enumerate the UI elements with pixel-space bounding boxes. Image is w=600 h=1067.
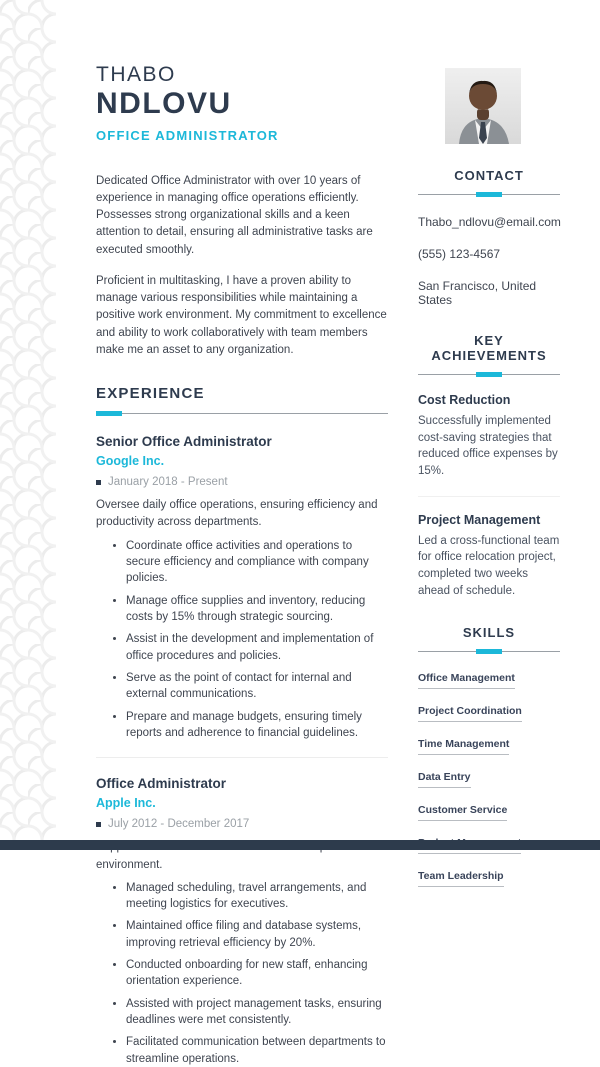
job-title: Office Administrator: [96, 776, 227, 792]
contact-heading: CONTACT: [454, 168, 524, 183]
skills-heading-rule: [418, 649, 560, 654]
portrait-avatar: [445, 68, 521, 144]
job-description: environment.: [96, 858, 163, 871]
experience-heading: EXPERIENCE: [96, 385, 205, 403]
bottom-accent-bar: [0, 840, 600, 850]
summary-paragraph-2: Proficient in multitasking, I have a proven ability to manage various responsibilities while maintaining a positive work environment. My commitment to excellence and ability to work collaboratively with team members make me an asset to any organization.: [96, 274, 387, 356]
job-bullet: • Conducted onboarding for new staff, enhancing orientation experience.: [126, 957, 388, 990]
rule-line: [96, 413, 388, 414]
job-entry-office-administrator: [96, 776, 388, 1067]
job-dates: July 2012 - December 2017: [108, 818, 250, 831]
experience-section: [96, 385, 388, 1067]
key-achievements-heading: KEY ACHIEVEMENTS: [431, 333, 547, 363]
first-name: THABO: [96, 63, 176, 86]
skills-heading: SKILLS: [462, 625, 516, 641]
decorative-pattern-strip: [0, 0, 56, 840]
job-title: Senior Office Administrator: [96, 434, 272, 450]
square-bullet-icon: [96, 480, 101, 485]
experience-heading-rule: [96, 411, 388, 416]
skill-item: Project Coordination: [418, 705, 522, 722]
job-bullet: • Facilitated communication between departments to streamline operations.: [126, 1034, 388, 1067]
contact-section: [418, 168, 560, 307]
job-bullet: • Prepare and manage budgets, ensuring timely reports and adherence to financial guidelines.: [126, 709, 388, 742]
job-dates: January 2018 - Present: [108, 476, 228, 489]
sidebar-column: [418, 168, 560, 925]
job-bullet: • Manage office supplies and inventory, reducing costs by 15% through strategic sourcing.: [126, 593, 388, 626]
company-name: Google Inc.: [96, 454, 165, 469]
job-divider: [96, 757, 388, 758]
square-bullet-icon: [96, 822, 101, 827]
job-bullet: • Serve as the point of contact for internal and external communications.: [126, 670, 388, 703]
rule-accent: [96, 411, 122, 416]
key-achievements-section: [418, 333, 560, 599]
job-bullet-list: [96, 880, 388, 1067]
achievement-text: Successfully implemented cost-saving strategies that reduced office expenses by 15%.: [418, 415, 558, 478]
job-bullet: • Assisted with project management tasks, ensuring deadlines were met consistently.: [126, 996, 388, 1029]
contact-heading-rule: [418, 192, 560, 197]
skill-item: Team Leadership: [418, 870, 504, 887]
rule-accent: [476, 372, 502, 377]
contact-location: San Francisco, United States: [418, 279, 537, 307]
achievement-title: Project Management: [418, 512, 541, 527]
rule-accent: [476, 192, 502, 197]
skill-item: Time Management: [418, 738, 509, 755]
summary-section: [96, 173, 388, 360]
header-job-title: OFFICE ADMINISTRATOR: [96, 127, 279, 143]
profile-photo: [445, 68, 521, 144]
date-row: [96, 818, 388, 830]
contact-phone: (555) 123-4567: [418, 247, 501, 261]
company-name: Apple Inc.: [96, 796, 156, 811]
skills-section: [418, 625, 560, 899]
contact-email: Thabo_ndlovu@email.com: [418, 215, 561, 229]
summary-paragraph-1: Dedicated Office Administrator with over 10 years of experience in managing office operations efficiently. Possesses strong organizational skills and a keen attention to detail, ensuring all administrative tasks are executed smoothly.: [96, 174, 373, 256]
last-name: NDLOVU: [96, 87, 232, 121]
job-bullet: • Maintained office filing and database systems, improving retrieval efficiency by 20%.: [126, 918, 388, 951]
main-column: [96, 62, 388, 1067]
job-description: Oversee daily office operations, ensuring efficiency and productivity across departments.: [96, 499, 378, 529]
job-entry-senior-office-administrator: [96, 434, 388, 741]
skill-item: Office Management: [418, 672, 515, 689]
achievement-title: Cost Reduction: [418, 393, 511, 407]
job-bullet-list: [96, 538, 388, 742]
job-bullet: • Coordinate office activities and operations to secure efficiency and compliance with company policies.: [126, 538, 388, 587]
achievement-item: [418, 513, 560, 600]
skills-list: [418, 668, 560, 899]
date-row: [96, 476, 388, 488]
job-bullet: • Assist in the development and implementation of office procedures and policies.: [126, 631, 388, 664]
achievement-divider: [418, 496, 560, 497]
achievement-item: [418, 393, 560, 480]
skill-item: Customer Service: [418, 804, 507, 821]
job-bullet: • Managed scheduling, travel arrangements, and meeting logistics for executives.: [126, 880, 388, 913]
truchet-pattern: [0, 0, 56, 840]
achievement-text: Led a cross-functional team for office relocation project, completed two weeks ahead of schedule.: [418, 534, 560, 597]
skill-item: Data Entry: [418, 771, 471, 788]
rule-accent: [476, 649, 502, 654]
achievements-heading-rule: [418, 372, 560, 377]
